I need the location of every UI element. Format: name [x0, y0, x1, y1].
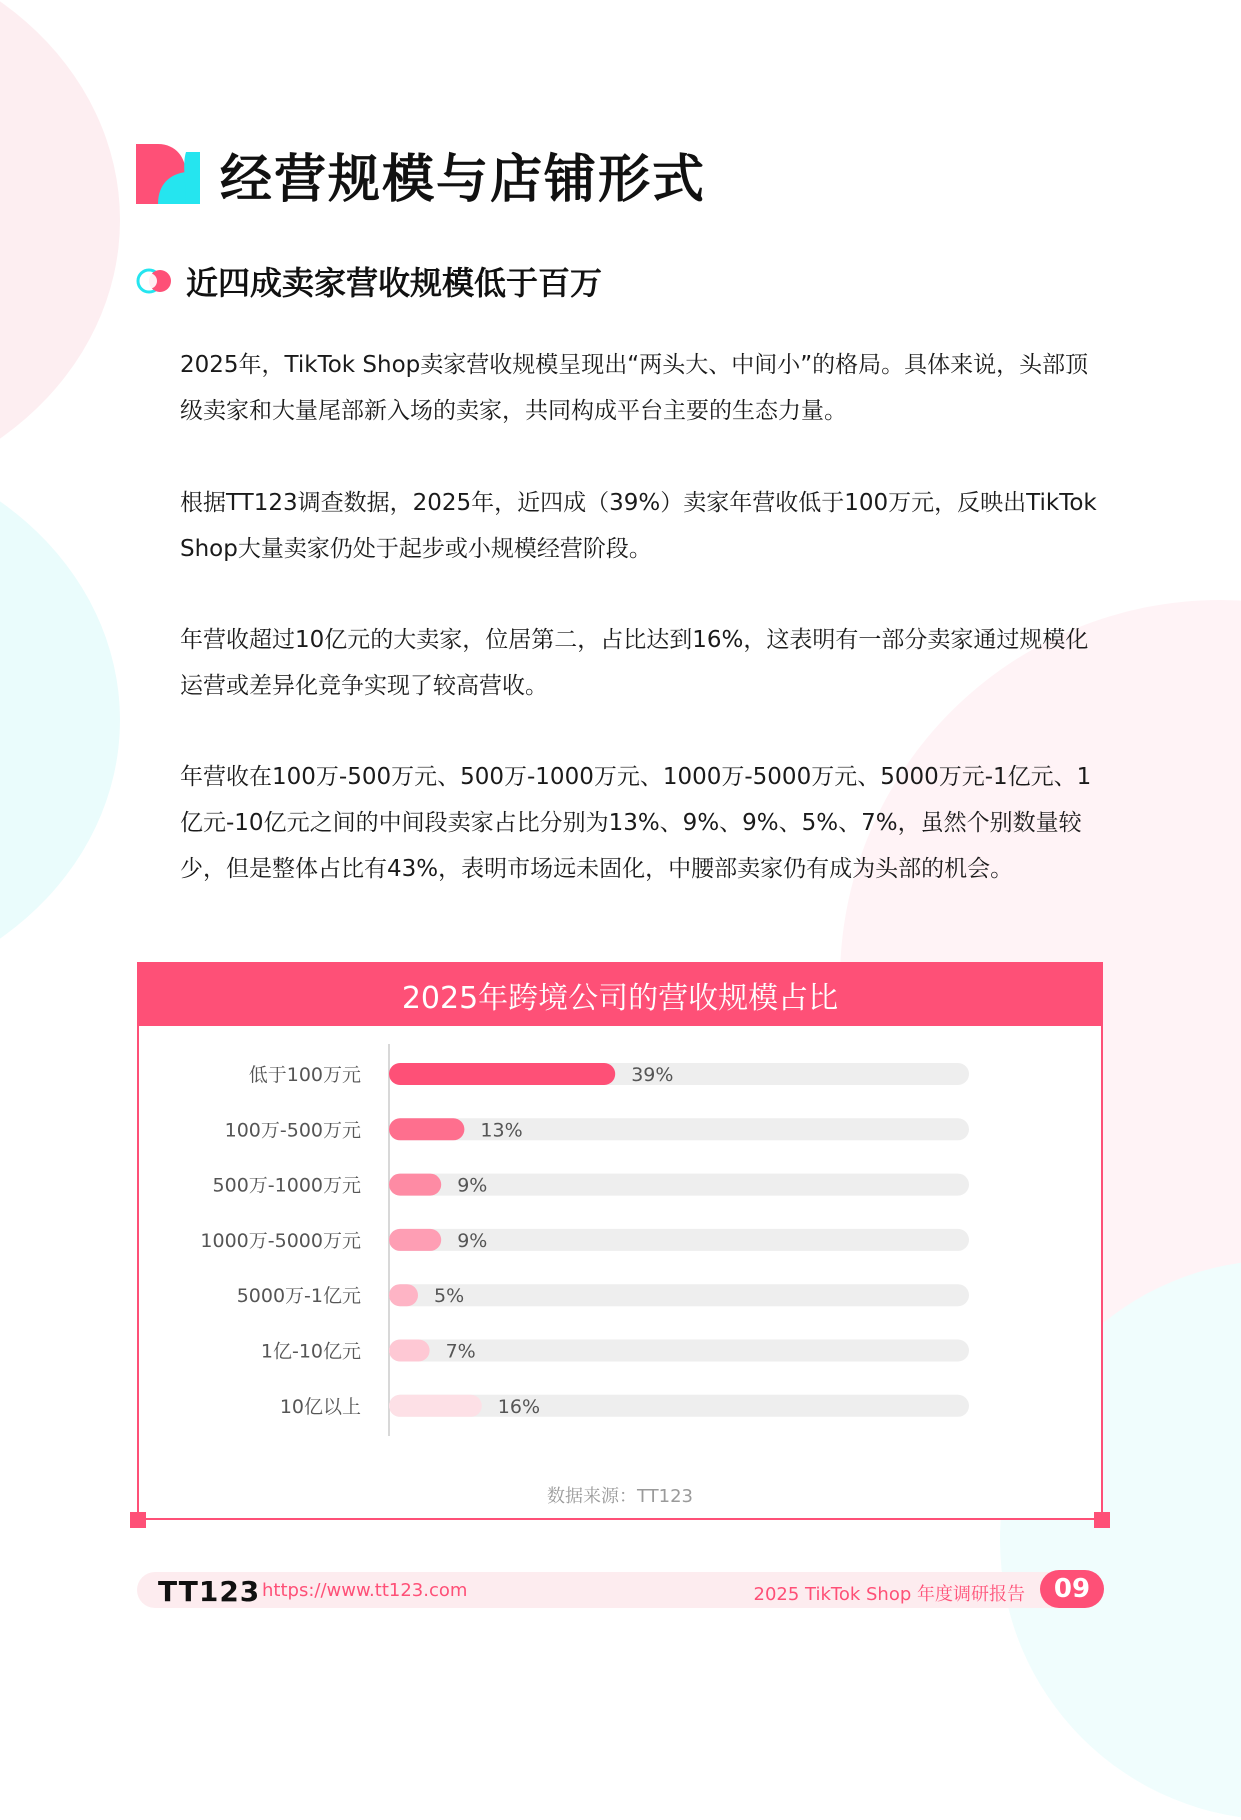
bar — [389, 1395, 482, 1417]
background-blob — [0, 0, 120, 500]
section-heading — [136, 258, 602, 304]
value-label: 9% — [457, 1174, 488, 1197]
bar — [389, 1063, 615, 1085]
section-subtitle: 近四成卖家营收规模低于百万 — [186, 264, 603, 302]
corner-decoration — [130, 1512, 146, 1528]
category-label: 100万-500万元 — [224, 1119, 361, 1142]
paragraph: 2025年，TikTok Shop卖家营收规模呈现出“两头大、中间小”的格局。具体来说，头部顶级卖家和大量尾部新入场的卖家，共同构成平台主要的生态力量。 — [180, 352, 1089, 424]
category-label: 1亿-10亿元 — [260, 1340, 361, 1363]
value-label: 5% — [434, 1285, 465, 1308]
paragraph: 年营收在100万-500万元、500万-1000万元、1000万-5000万元、5000万元-1亿元、1亿元-10亿元之间的中间段卖家占比分别为13%、9%、9%、5%、7%，虽然个别数量较少，但是整体占比有43%，表明市场远未固化，中腰部卖家仍有成为头部的机会。 — [180, 764, 1092, 882]
category-label: 1000万-5000万元 — [200, 1229, 361, 1252]
bar — [389, 1229, 441, 1251]
value-label: 7% — [445, 1340, 476, 1363]
chart-source: 数据来源：TT123 — [546, 1486, 694, 1507]
chart-title: 2025年跨境公司的营收规模占比 — [139, 964, 1101, 1026]
footer-url-link[interactable]: https://www.tt123.com — [262, 1580, 468, 1601]
footer-report-title: 2025 TikTok Shop 年度调研报告 — [753, 1584, 1025, 1605]
category-label: 500万-1000万元 — [212, 1174, 361, 1197]
bar — [389, 1118, 464, 1140]
footer-logo: TT123 — [158, 1575, 261, 1608]
value-label: 9% — [457, 1229, 488, 1252]
background-blob — [0, 440, 120, 1000]
bar-track — [389, 1340, 969, 1362]
bar-track — [389, 1284, 969, 1306]
value-label: 16% — [497, 1395, 541, 1418]
paragraph: 根据TT123调查数据，2025年，近四成（39%）卖家年营收低于100万元，反映出TikTok Shop大量卖家仍处于起步或小规模经营阶段。 — [180, 490, 1097, 562]
page-title: 经营规模与店铺形式 — [220, 149, 707, 210]
bar — [389, 1340, 430, 1362]
corner-decoration — [1094, 1512, 1110, 1528]
value-label: 39% — [631, 1064, 674, 1086]
page-header — [136, 134, 706, 214]
value-label: 13% — [480, 1119, 523, 1142]
bar-chart — [139, 1026, 1101, 1466]
bar — [389, 1174, 441, 1196]
page-number: 09 — [1040, 1570, 1104, 1608]
section-logo-icon — [136, 144, 200, 204]
category-label: 5000万-1亿元 — [236, 1285, 361, 1308]
bar-track — [389, 1118, 969, 1140]
bar — [389, 1284, 418, 1306]
chart-card — [137, 962, 1103, 1520]
bullet-icon — [136, 266, 176, 296]
category-label: 10亿以上 — [279, 1395, 361, 1418]
category-label: 低于100万元 — [248, 1064, 361, 1086]
paragraph: 年营收超过10亿元的大卖家，位居第二，占比达到16%，这表明有一部分卖家通过规模化运营或差异化竞争实现了较高营收。 — [180, 627, 1089, 699]
